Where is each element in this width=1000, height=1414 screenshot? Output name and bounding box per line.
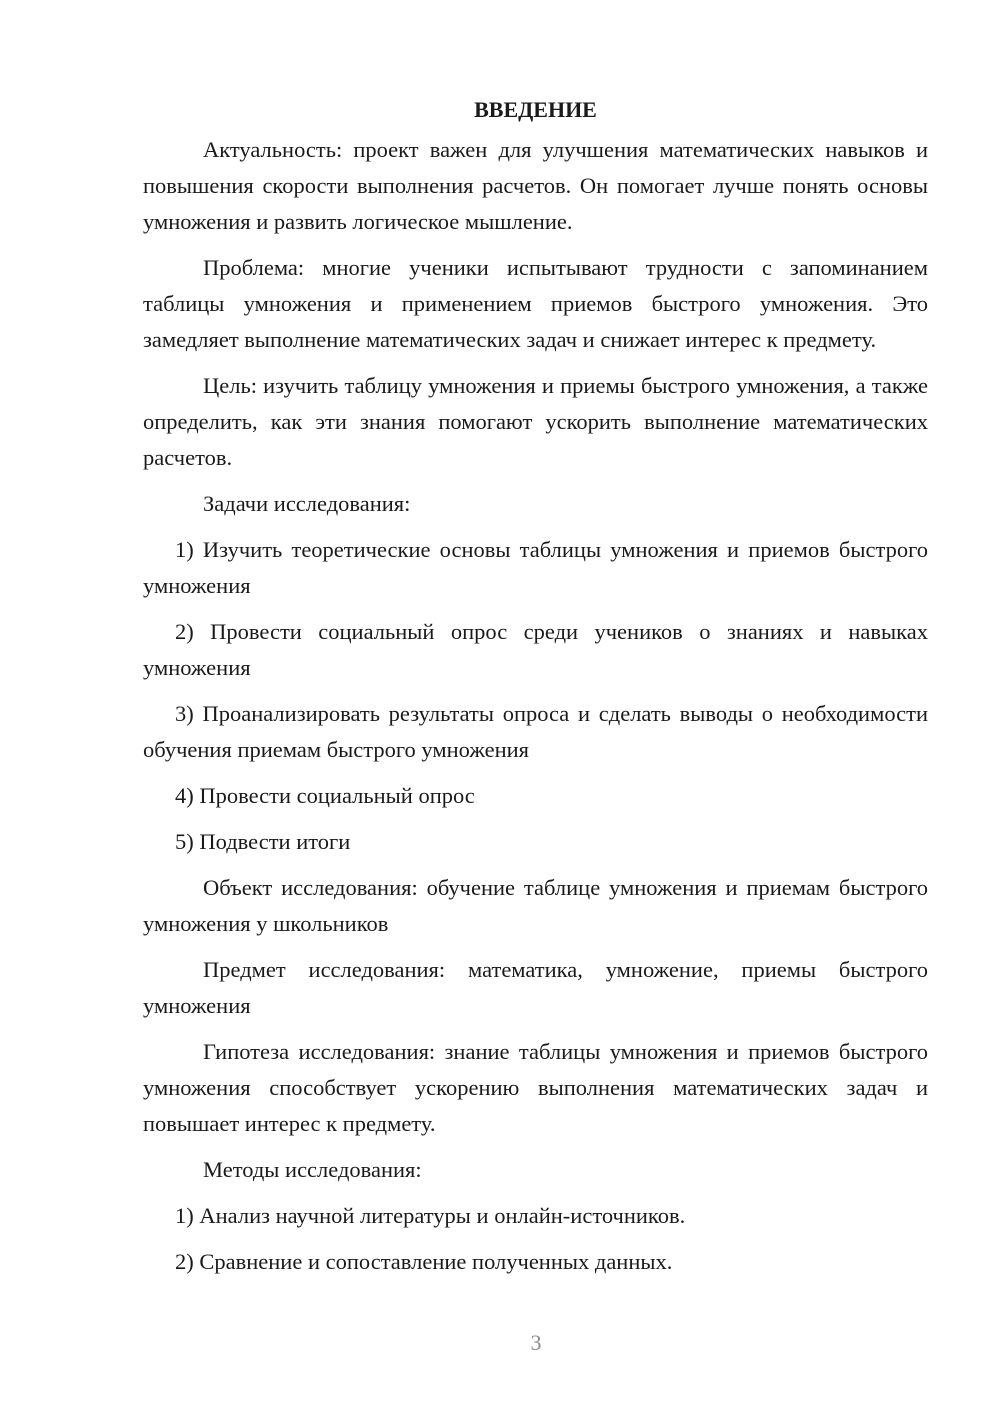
task-item-5: 5) Подвести итоги [175, 829, 351, 854]
paragraph-subject: Предмет исследования: математика, умножение, приемы быстрого умножения [143, 957, 928, 1018]
paragraph-hypothesis: Гипотеза исследования: знание таблицы умножения и приемов быстрого умножения способствует ускорению выполнения математических задач и повышает интерес к предмету. [143, 1039, 928, 1136]
task-item-3: 3) Проанализировать результаты опроса и сделать выводы о необходимости обучения приемам быстрого умножения [143, 701, 928, 762]
page-number: 3 [530, 1330, 542, 1355]
paragraph-problem: Проблема: многие ученики испытывают трудности с запоминанием таблицы умножения и применением приемов быстрого умножения. Это замедляет выполнение математических задач и снижает интерес к предмету. [143, 255, 928, 352]
task-item-4: 4) Провести социальный опрос [175, 783, 475, 808]
paragraph-relevance: Актуальность: проект важен для улучшения математических навыков и повышения скорости выполнения расчетов. Он помогает лучше понять основы умножения и развить логическое мышление. [143, 137, 928, 234]
task-item-2: 2) Провести социальный опрос среди учеников о знаниях и навыках умножения [143, 619, 928, 680]
methods-title: Методы исследования: [203, 1157, 422, 1182]
section-heading: ВВЕДЕНИЕ [474, 97, 597, 122]
method-item-2: 2) Сравнение и сопоставление полученных данных. [175, 1249, 673, 1274]
tasks-title: Задачи исследования: [203, 491, 411, 516]
paragraph-object: Объект исследования: обучение таблице умножения и приемам быстрого умножения у школьников [143, 875, 928, 936]
document-page [143, 92, 928, 1280]
task-item-1: 1) Изучить теоретические основы таблицы умножения и приемов быстрого умножения [143, 537, 928, 598]
method-item-1: 1) Анализ научной литературы и онлайн-источников. [175, 1203, 686, 1228]
paragraph-goal: Цель: изучить таблицу умножения и приемы быстрого умножения, а также определить, как эти знания помогают ускорить выполнение математических расчетов. [143, 373, 928, 470]
